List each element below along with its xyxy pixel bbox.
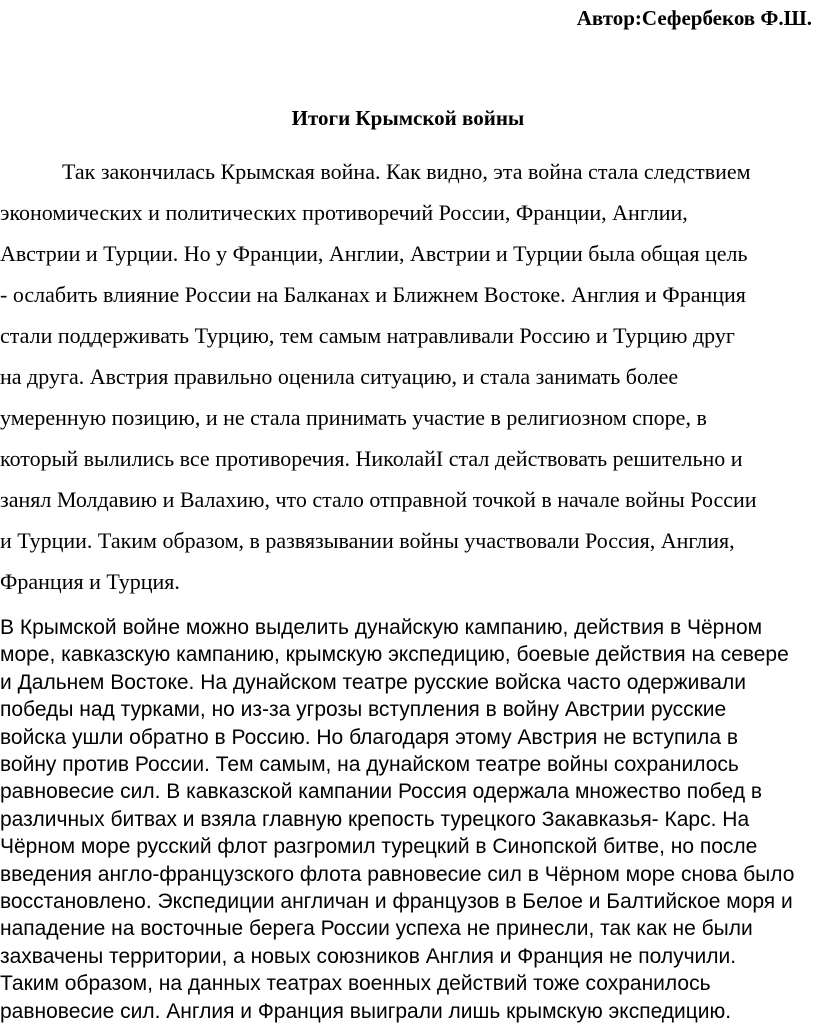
paragraph-line: введения англо-французского флота равновесие сил в Чёрном море снова было xyxy=(0,862,795,886)
paragraph-line: Таким образом, на данных театрах военных действий тоже сохранилось xyxy=(0,972,711,996)
paragraph-line: войска ушли обратно в Россию. Но благодаря этому Австрия не вступила в xyxy=(0,725,738,749)
paragraph-line: Франция и Турция. xyxy=(0,569,180,594)
paragraph-line: равновесие сил. В кавказской кампании Россия одержала множество побед в xyxy=(0,780,763,804)
paragraph-line: победы над турками, но из-за угрозы вступления в войну Австрии русские xyxy=(0,698,727,722)
paragraph-line: стали поддерживать Турцию, тем самым натравливали Россию и Турцию друг xyxy=(0,323,735,348)
paragraph-line: нападение на восточные берега России успеха не принесли, так как не были xyxy=(0,917,753,941)
paragraph-line: равновесие сил. Англия и Франция выиграли лишь крымскую экспедицию. xyxy=(0,999,732,1023)
paragraph-line: различных битвах и взяла главную крепость турецкого Закавказья- Карс. На xyxy=(0,807,750,831)
paragraph-campaigns xyxy=(0,614,816,1025)
author-line: Автор:Сефербеков Ф.Ш. xyxy=(576,6,812,30)
paragraph-line: восстановлено. Экспедиции англичан и французов в Белое и Балтийское моря и xyxy=(0,890,793,914)
paragraph-line: умеренную позицию, и не стала принимать участие в религиозном споре, в xyxy=(0,405,707,430)
paragraph-conclusion xyxy=(0,151,816,602)
paragraph-line: войну против России. Тем самым, на дунайском театре войны сохранилось xyxy=(0,753,739,777)
paragraph-line: и Турции. Таким образом, в развязывании войны участвовали Россия, Англия, xyxy=(0,528,735,553)
paragraph-line: Австрии и Турции. Но у Франции, Англии, Австрии и Турции была общая цель xyxy=(0,241,748,266)
paragraph-line: - ослабить влияние России на Балканах и Ближнем Востоке. Англия и Франция xyxy=(0,282,746,307)
paragraph-line: на друга. Австрия правильно оценила ситуацию, и стала занимать более xyxy=(0,364,679,389)
paragraph-line: и Дальнем Востоке. На дунайском театре русские войска часто одерживали xyxy=(0,670,746,694)
paragraph-line: Чёрном море русский флот разгромил турецкий в Синопской битве, но после xyxy=(0,835,758,859)
paragraph-line: экономических и политических противоречий России, Франции, Англии, xyxy=(0,200,688,225)
paragraph-line: который вылились все противоречия. НиколайI стал действовать решительно и xyxy=(0,446,743,471)
paragraph-line: захвачены территории, а новых союзников Англия и Франция не получили. xyxy=(0,944,737,968)
document-title: Итоги Крымской войны xyxy=(291,106,525,130)
paragraph-line: В Крымской войне можно выделить дунайскую кампанию, действия в Чёрном xyxy=(0,616,763,639)
paragraph-line: море, кавказскую кампанию, крымскую экспедицию, боевые действия на севере xyxy=(0,643,789,667)
paragraph-line: занял Молдавию и Валахию, что стало отправной точкой в начале войны России xyxy=(0,487,757,512)
paragraph-line: Так закончилась Крымская война. Как видно, эта война стала следствием xyxy=(62,159,751,184)
